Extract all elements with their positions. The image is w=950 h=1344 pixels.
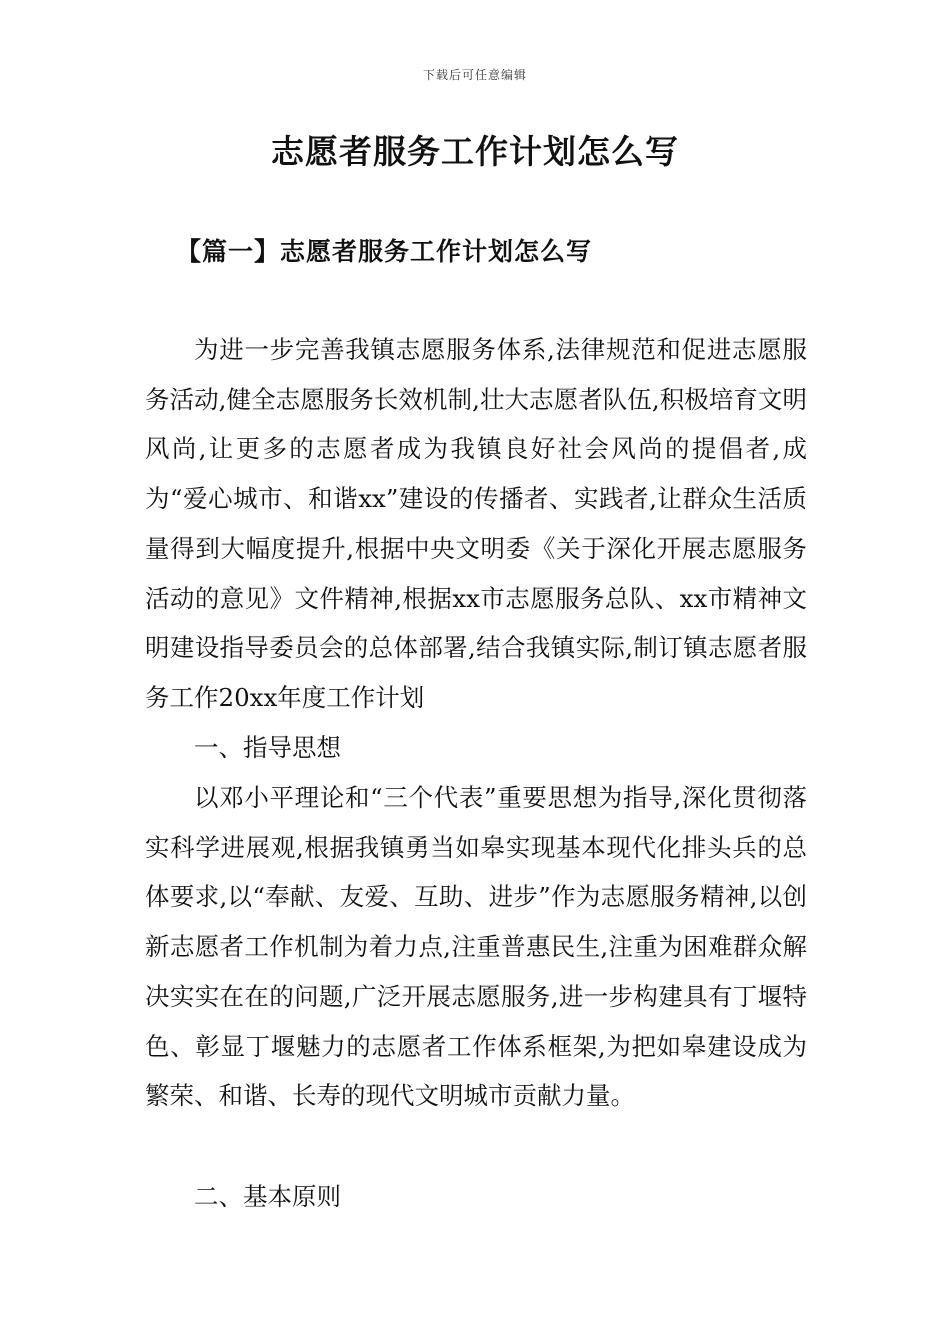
guiding-thought-paragraph: 以邓小平理论和“三个代表”重要思想为指导,深化贯彻落实科学进展观,根据我镇勇当如皋实现基本现代化排头兵的总体要求,以“奉献、友爱、互助、进步”作为志愿服务精神,以创新志愿者工作机制为着力点,注重普惠民生,注重为困难群众解决实实在在的问题,广泛开展志愿服务,进一步构建具有丁堰特色、彰显丁堰魅力的志愿者工作体系框架,为把如皋建设成为繁荣、和谐、长寿的现代文明城市贡献力量。 — [145, 783, 807, 1111]
section-heading: 【篇一】志愿者服务工作计划怎么写 — [176, 237, 593, 266]
header-note: 下载后可任意编辑 — [422, 68, 527, 82]
document-title: 志愿者服务工作计划怎么写 — [271, 132, 679, 171]
subheading-guiding-thought: 一、指导思想 — [194, 733, 341, 762]
intro-paragraph: 为进一步完善我镇志愿服务体系,法律规范和促进志愿服务活动,健全志愿服务长效机制,壮大志愿者队伍,积极培育文明风尚,让更多的志愿者成为我镇良好社会风尚的提倡者,成为“爱心城市、和谐xx”建设的传播者、实践者,让群众生活质量得到大幅度提升,根据中央文明委《关于深化开展志愿服务活动的意见》文件精神,根据xx市志愿服务总队、xx市精神文明建设指导委员会的总体部署,结合我镇实际,制订镇志愿者服务工作20xx年度工作计划 — [145, 335, 807, 712]
subheading-basic-principles: 二、基本原则 — [194, 1182, 341, 1211]
